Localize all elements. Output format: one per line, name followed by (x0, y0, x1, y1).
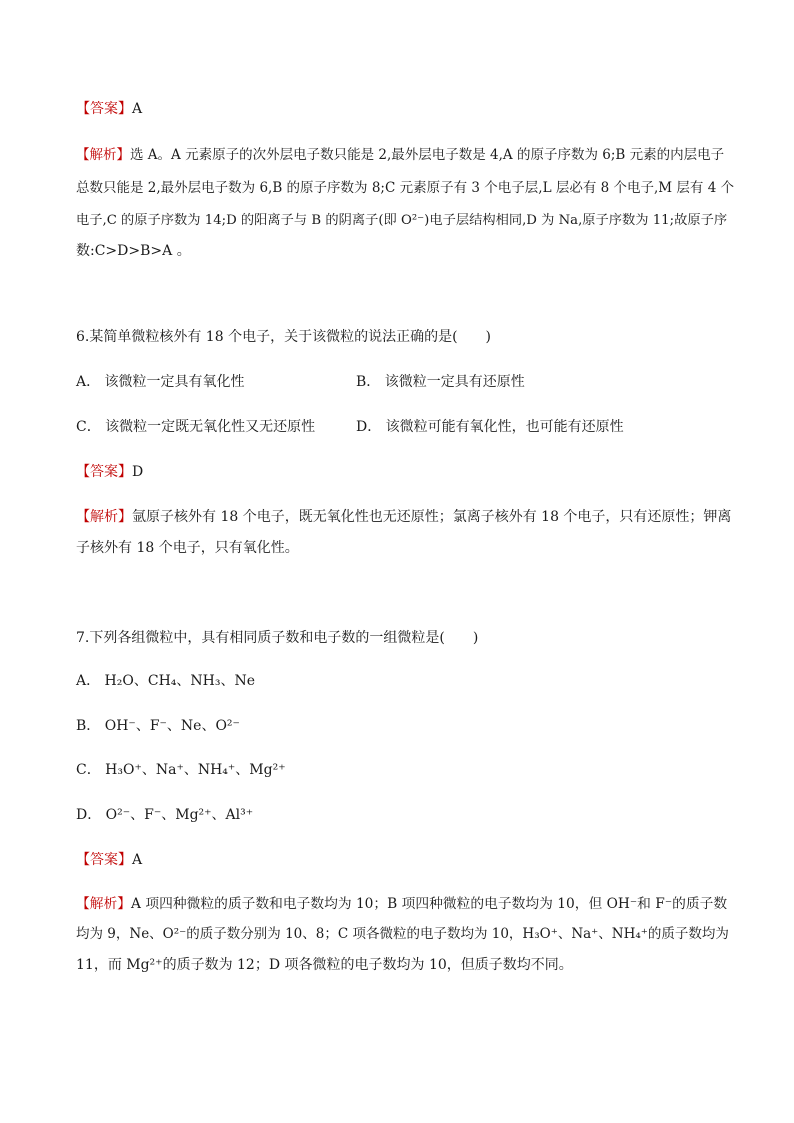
analysis-tag: 【解析】 (76, 509, 132, 525)
analysis-tag: 【解析】 (76, 147, 130, 163)
q7-option-c: C． H₃O⁺、Na⁺、NH₄⁺、Mg²⁺ (76, 762, 286, 778)
q6-option-c: C． 该微粒一定既无氧化性又无还原性 (76, 419, 316, 435)
answer-tag: 【答案】 (76, 852, 132, 868)
q6-option-d: D． 该微粒可能有氧化性，也可能有还原性 (356, 419, 624, 435)
q5-analysis-line-4: 数:C>D>B>A 。 (76, 243, 191, 259)
answer-value: A (132, 852, 143, 868)
analysis-text: 氩原子核外有 18 个电子，既无氧化性也无还原性；氯离子核外有 18 个电子，只有还原性；钾离 (132, 509, 732, 525)
analysis-tag: 【解析】 (76, 896, 132, 912)
analysis-text: 选 A。A 元素原子的次外层电子数只能是 2,最外层电子数是 4,A 的原子序数为 6;B 元素的内层电子 (130, 147, 725, 163)
q7-option-b: B． OH⁻、F⁻、Ne、O²⁻ (76, 718, 240, 734)
q5-analysis-line-2: 总数只能是 2,最外层电子数为 6,B 的原子序数为 8;C 元素原子有 3 个电子层,L 层必有 8 个电子,M 层有 4 个 (76, 180, 735, 196)
q7-analysis-line-1 (76, 894, 727, 914)
answer-value: D (132, 464, 144, 480)
q7-analysis-line-3: 11，而 Mg²⁺的质子数为 12；D 项各微粒的电子数均为 10，但质子数均不同。 (76, 957, 573, 973)
q7-stem: 7.下列各组微粒中，具有相同质子数和电子数的一组微粒是( ) (76, 630, 479, 646)
q6-answer (76, 462, 143, 482)
answer-tag: 【答案】 (76, 464, 132, 480)
q5-answer (76, 99, 142, 119)
answer-tag: 【答案】 (76, 101, 132, 117)
q6-stem: 6.某简单微粒核外有 18 个电子，关于该微粒的说法正确的是( ) (76, 329, 491, 345)
q7-answer (76, 850, 142, 870)
analysis-text: A 项四种微粒的质子数和电子数均为 10；B 项四种微粒的电子数均为 10，但 OH⁻和 F⁻的质子数 (131, 896, 728, 912)
q6-analysis-line-1 (76, 507, 731, 527)
q6-option-b: B． 该微粒一定具有还原性 (356, 374, 525, 390)
answer-value: A (132, 101, 143, 117)
q7-option-d: D． O²⁻、F⁻、Mg²⁺、Al³⁺ (76, 807, 254, 823)
q6-option-a: A． 该微粒一定具有氧化性 (76, 374, 245, 390)
q5-analysis-line-1 (76, 145, 724, 165)
q7-option-a: A． H₂O、CH₄、NH₃、Ne (76, 673, 255, 689)
q6-analysis-line-2: 子核外有 18 个电子，只有氧化性。 (76, 540, 299, 556)
q5-analysis-line-3: 电子,C 的原子序数为 14;D 的阳离子与 B 的阴离子(即 O²⁻)电子层结构相同,D 为 Na,原子序数为 11;故原子序 (76, 213, 728, 228)
q7-analysis-line-2: 均为 9，Ne、O²⁻的质子数分别为 10、8；C 项各微粒的电子数均为 10，H₃O⁺、Na⁺、NH₄⁺的质子数均为 (76, 926, 729, 942)
